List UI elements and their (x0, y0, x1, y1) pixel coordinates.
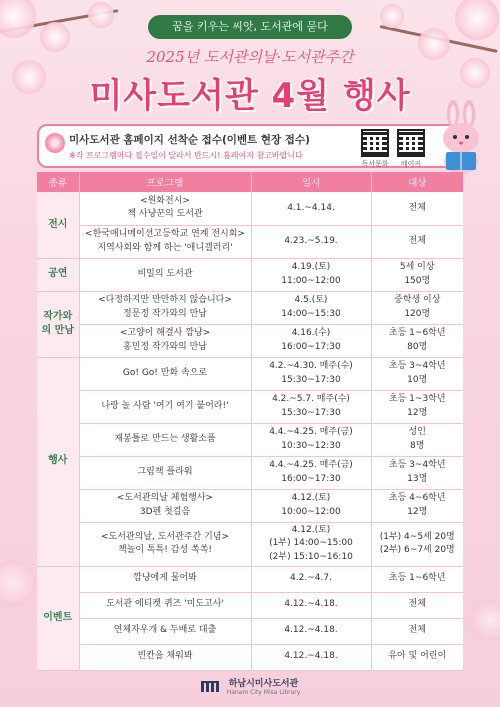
target-cell (371, 258, 463, 291)
blossom-icon (0, 560, 36, 606)
date-cell-line: 14:00~15:30 (281, 308, 341, 319)
program-cell-line: <도서관의날 체험행사> (116, 493, 214, 504)
date-cell-line: 4.2.~4.30. 매주(수) (269, 361, 353, 372)
date-cell (251, 225, 371, 258)
target-cell-line: 8명 (410, 440, 425, 451)
program-cell-line: 도서관 에티켓 퀴즈 '미도고사' (106, 599, 224, 610)
program-cell (79, 489, 251, 522)
blossom-icon (455, 0, 499, 40)
table-row (37, 324, 463, 357)
table-row (37, 357, 463, 390)
program-cell-line: 책 사냥꾼의 도서관 (127, 209, 203, 220)
date-cell-line: 15:30~17:30 (281, 374, 341, 385)
qr-label: 메이커 (400, 160, 422, 168)
target-cell (371, 192, 463, 225)
target-cell-line: 전체 (408, 625, 426, 636)
date-cell-line: 4.4.~4.25. 매주(금) (269, 460, 353, 471)
program-cell (79, 618, 251, 644)
target-cell-line: 10명 (407, 374, 428, 385)
target-cell (371, 489, 463, 522)
target-cell (371, 324, 463, 357)
table-row (37, 291, 463, 324)
target-cell (371, 456, 463, 489)
table-row (37, 644, 463, 670)
program-cell-line: 정문정 작가와의 만남 (123, 308, 207, 319)
date-cell-line: 4.12.~4.18. (284, 625, 338, 636)
target-cell-line: 성인 (408, 427, 426, 438)
target-cell-line: 12명 (407, 506, 428, 517)
target-cell (371, 618, 463, 644)
table-row (37, 592, 463, 618)
library-logo-icon (200, 679, 222, 693)
blossom-icon (0, 0, 36, 38)
target-cell (371, 291, 463, 324)
header-program: 프로그램 (79, 172, 251, 192)
date-cell-line: 4.2.~4.7. (290, 573, 332, 584)
target-cell (371, 566, 463, 592)
category-cell: 이벤트 (37, 566, 79, 670)
header-category: 종류 (37, 172, 79, 192)
date-cell (251, 618, 371, 644)
program-cell-line: Go! Go! 만화 속으로 (122, 367, 208, 378)
date-cell-line: 4.1.~4.14. (287, 202, 335, 213)
target-cell-line: 유아 및 어린이 (388, 651, 447, 662)
table-row (37, 566, 463, 592)
table-row (37, 258, 463, 291)
date-cell-line: 4.16.(수) (291, 328, 331, 339)
date-cell-line: 16:00~17:30 (281, 473, 341, 484)
target-cell (371, 390, 463, 423)
target-cell-line: 12명 (407, 407, 428, 418)
date-cell-line: 4.12.(토) (291, 493, 331, 504)
info-note-text: ※각 프로그램마다 접수일이 달라서 반드시! 홈페이지 참고바랍니다 (69, 151, 303, 160)
target-cell (371, 357, 463, 390)
target-cell-line: 초등 4~6학년 (388, 493, 446, 504)
program-cell-line: 그림책 플라워 (137, 466, 193, 477)
program-cell-line: <고양이 해결사 깜냥> (119, 328, 211, 339)
category-cell: 전시 (37, 192, 79, 258)
target-cell-line: 중학생 이상 (394, 295, 441, 306)
program-cell-line: 3D펜 첫걸음 (139, 506, 191, 517)
blossom-icon (380, 4, 404, 28)
program-cell (79, 522, 251, 566)
program-cell (79, 592, 251, 618)
target-cell-line: 초등 1~3학년 (388, 394, 446, 405)
date-cell-line: 4.12.(토) (291, 525, 331, 536)
table-row (37, 390, 463, 423)
table-row (37, 225, 463, 258)
program-cell-line: 나랑 놀 사람 '여기 여기 붙어라!' (101, 400, 229, 411)
program-cell (79, 566, 251, 592)
library-name: 하남시미사도서관 (228, 679, 299, 689)
date-cell (251, 456, 371, 489)
target-cell-line: (2부) 6~7세 20명 (379, 545, 455, 555)
target-cell-line: 전체 (408, 235, 426, 246)
slogan-badge: 꿈을 키우는 씨앗, 도서관에 묻다 (148, 15, 352, 39)
table-row (37, 192, 463, 225)
program-cell-line: 빈칸을 채워봐 (137, 651, 193, 662)
program-cell (79, 258, 251, 291)
program-cell (79, 423, 251, 456)
date-cell (251, 390, 371, 423)
date-cell-line: (1부) 14:00~15:00 (269, 538, 353, 549)
table-row (37, 489, 463, 522)
program-cell (79, 390, 251, 423)
target-cell-line: 초등 1~6학년 (388, 328, 446, 339)
date-cell-line: 4.2.~5.7. 매주(수) (272, 394, 350, 405)
category-cell: 행사 (37, 357, 79, 566)
date-cell-line: 4.12.~4.18. (284, 651, 338, 662)
blossom-icon (470, 600, 500, 640)
event-subtitle: 2025년 도서관의날·도서관주간 (146, 48, 354, 66)
program-cell-line: 홍민정 작가와의 만남 (123, 341, 207, 352)
program-cell (79, 324, 251, 357)
program-cell (79, 456, 251, 489)
program-cell-line: 책놀이 톡톡! 감성 쏙쏙! (117, 545, 213, 555)
date-cell-line: (2부) 15:10~16:10 (269, 551, 353, 562)
target-cell-line: 전체 (408, 599, 426, 610)
target-cell-line: 120명 (404, 308, 431, 319)
table-row (37, 522, 463, 566)
target-cell-line: 초등 1~6학년 (388, 573, 446, 584)
table-row (37, 423, 463, 456)
event-table (37, 172, 463, 671)
qr-label: 독서문화 (361, 160, 389, 168)
program-cell-line: <도서관의날, 도서관주간 기념> (101, 531, 229, 542)
info-box (37, 124, 463, 168)
date-cell-line: 11:00~12:00 (281, 275, 341, 286)
target-cell-line: 초등 3~4학년 (388, 361, 446, 372)
date-cell-line: 4.4.~4.25. 매주(금) (269, 427, 353, 438)
category-cell: 공연 (37, 258, 79, 291)
target-cell-line: 초등 3~4학년 (388, 460, 446, 471)
program-cell-line: 비밀의 도서관 (137, 268, 193, 279)
date-cell-line: 4.23.~5.19. (284, 235, 338, 246)
date-cell (251, 357, 371, 390)
program-cell-line: 재봉틀로 만드는 생활소품 (114, 433, 216, 444)
page-title: 미사도서관 4월 행사 (89, 76, 411, 116)
program-cell-line: <원화전시> (140, 196, 190, 207)
date-cell-line: 4.5.(토) (294, 295, 328, 306)
header-date: 일시 (251, 172, 371, 192)
date-cell (251, 192, 371, 225)
date-cell (251, 258, 371, 291)
date-cell (251, 489, 371, 522)
date-cell-line: 16:00~17:30 (281, 341, 341, 352)
program-cell-line: <다정하지만 만만하지 않습니다> (98, 295, 232, 306)
table-header-row (37, 172, 463, 192)
program-cell (79, 644, 251, 670)
bunny-mascot-icon (432, 100, 490, 176)
program-cell-line: 깜냥에게 물어봐 (133, 573, 197, 584)
program-cell-line: 연체자우개 & 두배로 대출 (113, 625, 217, 636)
library-logo (0, 676, 500, 697)
target-cell-line: 5세 이상 (399, 262, 435, 273)
library-name-en: Hanam City Misa Library (226, 689, 301, 696)
date-cell (251, 324, 371, 357)
target-cell-line: 80명 (407, 341, 428, 352)
target-cell (371, 644, 463, 670)
target-cell-line: 13명 (407, 473, 428, 484)
table-row (37, 618, 463, 644)
flower-icon (45, 133, 65, 153)
header-target: 대상 (371, 172, 463, 192)
date-cell (251, 644, 371, 670)
target-cell-line: 전체 (408, 202, 426, 213)
target-cell-line: (1부) 4~5세 20명 (379, 531, 455, 542)
date-cell (251, 522, 371, 566)
qr-code-icon[interactable] (361, 129, 389, 157)
blossom-icon (88, 2, 114, 28)
info-main-text: 미사도서관 홈페이지 선착순 접수(이벤트 현장 접수) (69, 134, 310, 146)
date-cell (251, 291, 371, 324)
program-cell (79, 192, 251, 225)
program-cell (79, 291, 251, 324)
date-cell (251, 592, 371, 618)
target-cell (371, 592, 463, 618)
program-cell (79, 357, 251, 390)
target-cell-line: 150명 (404, 275, 431, 286)
target-cell (371, 522, 463, 566)
date-cell-line: 10:30~12:30 (281, 440, 341, 451)
qr-code-icon[interactable] (397, 129, 425, 157)
program-cell-line: 지역사회와 함께 하는 '애니갤러리' (97, 242, 233, 253)
date-cell-line: 10:00~12:00 (281, 506, 341, 517)
date-cell-line: 4.12.~4.18. (284, 599, 338, 610)
target-cell (371, 423, 463, 456)
date-cell (251, 566, 371, 592)
table-row (37, 456, 463, 489)
category-cell: 작가와의 만남 (37, 291, 79, 357)
program-cell (79, 225, 251, 258)
target-cell (371, 225, 463, 258)
date-cell-line: 15:30~17:30 (281, 407, 341, 418)
date-cell (251, 423, 371, 456)
date-cell-line: 4.19.(토) (291, 262, 331, 273)
program-cell-line: <한국애니메이션고등학교 연계 전시회> (85, 229, 245, 240)
